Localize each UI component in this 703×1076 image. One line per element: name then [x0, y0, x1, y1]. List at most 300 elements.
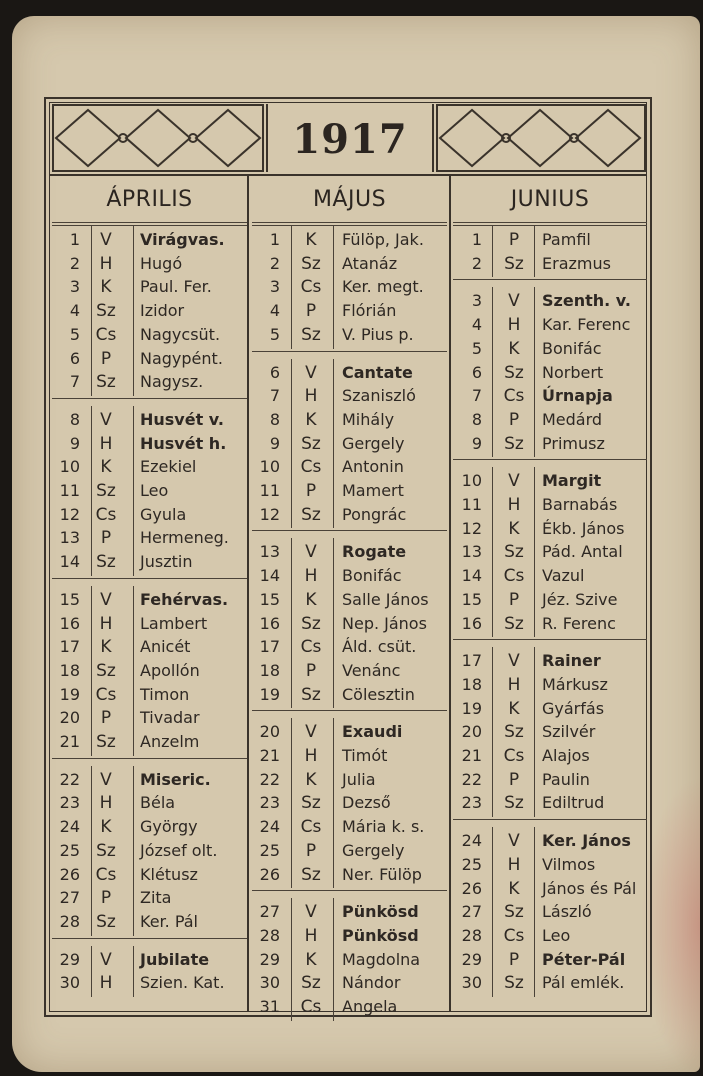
day-row	[252, 384, 447, 408]
name-day: Angela	[342, 997, 398, 1016]
day-row	[52, 659, 247, 683]
day-row	[252, 275, 447, 299]
weekday: P	[305, 481, 317, 501]
name-day: Ker. megt.	[342, 277, 424, 297]
name-day: Ner. Fülöp	[342, 864, 422, 884]
day-row	[453, 877, 647, 901]
month-title-underline	[52, 225, 247, 226]
weekday: P	[305, 301, 317, 322]
day-number: 20	[461, 722, 482, 742]
column-divider	[449, 176, 451, 1012]
name-day: Jusztin	[140, 552, 193, 572]
name-day: Flórián	[342, 301, 397, 321]
weekday: Sz	[504, 973, 524, 994]
day-row	[453, 924, 647, 948]
weekday: Sz	[504, 722, 524, 743]
name-day: Pamfil	[542, 230, 591, 249]
name-day: Timót	[342, 746, 388, 765]
month-title: ÁPRILIS	[106, 187, 193, 212]
name-day: R. Ferenc	[542, 613, 616, 633]
name-day: Nagycsüt.	[140, 324, 221, 344]
weekday: H	[99, 973, 113, 994]
day-row	[52, 815, 247, 839]
weekday: Sz	[96, 732, 116, 752]
name-day: Gergely	[342, 433, 405, 453]
day-number: 6	[269, 362, 280, 382]
name-day: Anicét	[140, 637, 191, 657]
name-day: Hugó	[140, 253, 183, 273]
left-ornament	[52, 104, 264, 172]
day-number: 31	[259, 997, 280, 1016]
weekday: H	[507, 854, 521, 875]
day-row	[252, 744, 447, 768]
name-day: Ezekiel	[140, 457, 197, 477]
name-day: Venánc	[342, 660, 401, 680]
day-row	[252, 432, 447, 456]
day-number: 15	[461, 589, 482, 609]
day-row	[252, 503, 447, 527]
day-column-line	[91, 946, 92, 997]
day-number: 22	[461, 769, 482, 789]
name-day: Timon	[140, 684, 190, 704]
weekday: K	[305, 769, 317, 790]
day-number: 14	[59, 552, 80, 572]
day-column-line	[492, 647, 493, 817]
name-day: Margit	[542, 471, 602, 491]
day-number: 5	[269, 324, 280, 344]
day-number: 22	[59, 769, 80, 789]
day-column-line	[492, 287, 493, 457]
day-column-line	[492, 827, 493, 997]
day-number: 2	[69, 253, 80, 273]
header-separator	[50, 174, 646, 176]
day-column-line	[291, 898, 292, 1021]
day-number: 27	[59, 888, 80, 908]
day-number: 25	[461, 854, 482, 874]
weekday: K	[100, 637, 112, 658]
name-day: Rogate	[342, 542, 407, 562]
name-day: Péter-Pál	[542, 949, 626, 969]
day-number: 9	[69, 433, 80, 453]
weekday: H	[304, 925, 318, 946]
day-row	[453, 493, 647, 517]
weekday: K	[305, 230, 317, 250]
name-day: Medárd	[542, 409, 603, 429]
day-row	[453, 564, 647, 588]
day-number: 27	[259, 902, 280, 922]
day-number: 30	[259, 973, 280, 993]
weekday: H	[304, 386, 318, 407]
weekday-column-line	[333, 226, 334, 349]
weekday: Sz	[301, 324, 321, 345]
name-day: Gergely	[342, 840, 405, 860]
day-number: 28	[59, 911, 80, 931]
weekday: H	[99, 253, 113, 274]
name-day: Norbert	[542, 362, 604, 382]
name-day: Exaudi	[342, 722, 403, 742]
day-row	[52, 886, 247, 910]
weekday: K	[508, 878, 520, 899]
day-row	[52, 370, 247, 394]
day-number: 25	[259, 840, 280, 860]
weekday: V	[508, 651, 520, 672]
weekday: Sz	[96, 552, 116, 573]
week-separator	[52, 938, 247, 939]
weekday-column-line	[534, 226, 535, 277]
weekday: H	[99, 613, 113, 634]
name-day: Anzelm	[140, 732, 200, 751]
day-number: 23	[59, 793, 80, 813]
weekday-column-line	[333, 538, 334, 708]
day-row	[52, 408, 247, 432]
day-number: 10	[59, 457, 80, 477]
right-ornament	[436, 104, 646, 172]
day-column-line	[91, 586, 92, 756]
day-number: 7	[269, 386, 280, 406]
name-day: Pád. Antal	[542, 542, 623, 562]
day-number: 21	[461, 746, 482, 765]
day-number: 29	[259, 949, 280, 969]
day-row	[453, 791, 647, 815]
day-number: 8	[269, 409, 280, 429]
day-number: 26	[259, 864, 280, 884]
day-row	[453, 337, 647, 361]
day-number: 5	[471, 338, 482, 358]
day-number: 19	[461, 698, 482, 718]
weekday: Sz	[301, 613, 321, 634]
column-divider	[247, 176, 249, 1012]
name-day: Ékb. János	[542, 518, 625, 538]
day-number: 10	[259, 457, 280, 477]
weekday: Cs	[503, 566, 525, 587]
weekday-column-line	[534, 287, 535, 457]
name-day: Zita	[140, 888, 172, 908]
year-divider-right	[432, 104, 434, 172]
name-day: Klétusz	[140, 864, 198, 884]
name-day: Magdolna	[342, 949, 421, 969]
month-title-underline	[453, 225, 647, 226]
weekday: V	[305, 362, 317, 383]
weekday: Sz	[301, 684, 321, 705]
weekday-column-line	[534, 827, 535, 997]
day-row	[252, 228, 447, 252]
name-day: Lambert	[140, 613, 208, 633]
day-row	[52, 612, 247, 636]
weekday: Sz	[504, 902, 524, 923]
day-number: 17	[59, 637, 80, 657]
week-separator	[453, 459, 647, 460]
day-row	[453, 289, 647, 313]
weekday: H	[507, 315, 521, 336]
day-number: 11	[461, 495, 482, 514]
day-row	[52, 455, 247, 479]
weekday: P	[100, 528, 112, 549]
weekday: P	[100, 348, 112, 369]
weekday: Sz	[504, 253, 524, 274]
day-row	[252, 408, 447, 432]
day-number: 1	[471, 230, 482, 249]
weekday: Sz	[96, 372, 116, 393]
day-row	[252, 588, 447, 612]
name-day: Áld. csüt.	[342, 637, 417, 657]
day-row	[52, 839, 247, 863]
day-row	[252, 815, 447, 839]
day-number: 29	[59, 949, 80, 969]
day-row	[52, 948, 247, 972]
day-number: 26	[461, 878, 482, 898]
day-row	[453, 900, 647, 924]
day-row	[252, 720, 447, 744]
day-row	[453, 744, 647, 768]
weekday: Cs	[300, 817, 322, 838]
weekday: P	[100, 888, 112, 909]
day-row	[52, 730, 247, 754]
weekday: Cs	[300, 457, 322, 478]
day-row	[453, 853, 647, 877]
weekday-column-line	[333, 359, 334, 529]
weekday: V	[305, 902, 317, 923]
weekday: V	[305, 542, 317, 563]
week-separator	[252, 710, 447, 711]
name-day: Béla	[140, 793, 176, 813]
weekday: Sz	[301, 864, 321, 885]
day-number: 15	[59, 589, 80, 609]
name-day: Cölesztin	[342, 684, 415, 704]
weekday: K	[100, 457, 112, 478]
weekday: V	[508, 831, 520, 852]
name-day: Pongrác	[342, 504, 407, 524]
name-day: Kar. Ferenc	[542, 315, 631, 335]
day-number: 23	[259, 793, 280, 813]
weekday: P	[508, 230, 520, 250]
week-separator	[252, 351, 447, 352]
day-number: 29	[461, 949, 482, 969]
name-day: Dezső	[342, 793, 391, 813]
day-row	[252, 540, 447, 564]
name-day: Antonin	[342, 457, 404, 477]
weekday: K	[508, 698, 520, 719]
weekday-column-line	[133, 766, 134, 936]
day-row	[252, 361, 447, 385]
name-day: Primusz	[542, 433, 605, 453]
day-column-line	[492, 226, 493, 277]
name-day: Husvét h.	[140, 433, 227, 453]
weekday-column-line	[534, 647, 535, 817]
day-number: 1	[69, 230, 80, 249]
day-row	[453, 720, 647, 744]
weekday: Cs	[95, 324, 117, 345]
weekday-column-line	[133, 226, 134, 396]
day-row	[453, 649, 647, 673]
weekday: Sz	[504, 613, 524, 634]
name-day: V. Pius p.	[342, 324, 414, 344]
day-column-line	[492, 467, 493, 637]
day-row	[52, 526, 247, 550]
weekday: Cs	[503, 746, 525, 766]
name-day: Leo	[140, 481, 169, 500]
day-number: 19	[59, 684, 80, 704]
day-number: 9	[269, 433, 280, 453]
year-title: 1917	[292, 116, 408, 163]
week-separator	[453, 279, 647, 280]
weekday-column-line	[333, 718, 334, 888]
day-row	[52, 347, 247, 371]
day-number: 18	[59, 660, 80, 680]
name-day: Úrnapja	[542, 386, 613, 406]
day-number: 20	[59, 708, 80, 728]
day-number: 24	[461, 831, 482, 851]
day-row	[453, 228, 647, 252]
week-separator	[52, 398, 247, 399]
weekday: V	[100, 949, 112, 970]
name-day: József olt.	[140, 840, 218, 860]
name-day: Rainer	[542, 651, 601, 671]
weekday: Sz	[96, 911, 116, 932]
weekday-column-line	[133, 946, 134, 997]
weekday: K	[305, 409, 317, 430]
name-day: Pünkösd	[342, 902, 419, 922]
day-number: 10	[461, 471, 482, 491]
day-number: 4	[269, 301, 280, 321]
weekday: K	[508, 518, 520, 539]
day-row	[252, 323, 447, 347]
day-number: 24	[259, 817, 280, 837]
day-number: 8	[69, 409, 80, 429]
name-day: Barnabás	[542, 495, 618, 514]
day-number: 6	[471, 362, 482, 382]
day-number: 30	[59, 973, 80, 993]
name-day: Julia	[342, 769, 376, 789]
day-row	[52, 635, 247, 659]
week-separator	[52, 758, 247, 759]
name-day: Izidor	[140, 301, 185, 321]
weekday: Cs	[300, 997, 322, 1017]
day-row	[252, 564, 447, 588]
name-day: Mamert	[342, 481, 404, 500]
day-number: 7	[69, 372, 80, 392]
weekday: P	[305, 660, 317, 681]
day-row	[252, 863, 447, 887]
week-separator	[252, 530, 447, 531]
day-number: 11	[59, 481, 80, 500]
name-day: Paul. Fer.	[140, 277, 212, 297]
day-number: 23	[461, 793, 482, 813]
name-day: Fehérvas.	[140, 589, 229, 609]
month-title-underline	[453, 222, 647, 223]
name-day: Pünkösd	[342, 925, 419, 945]
name-day: Atanáz	[342, 253, 398, 273]
weekday: V	[100, 589, 112, 610]
year-divider-left	[266, 104, 268, 172]
day-row	[52, 503, 247, 527]
weekday: H	[507, 495, 521, 515]
day-number: 14	[259, 566, 280, 586]
weekday: P	[508, 949, 520, 970]
weekday: Sz	[504, 542, 524, 563]
day-number: 1	[269, 230, 280, 249]
day-row	[453, 697, 647, 721]
weekday: Cs	[95, 504, 117, 525]
day-column-line	[91, 766, 92, 936]
day-number: 14	[461, 566, 482, 586]
name-day: Gyula	[140, 504, 187, 524]
day-column-line	[291, 226, 292, 349]
weekday: Cs	[503, 386, 525, 407]
day-row	[453, 361, 647, 385]
weekday: V	[305, 722, 317, 743]
month-title-underline	[52, 222, 247, 223]
day-row	[52, 252, 247, 276]
weekday: Sz	[504, 362, 524, 383]
weekday: V	[508, 471, 520, 492]
day-number: 27	[461, 902, 482, 922]
day-row	[52, 971, 247, 995]
weekday: P	[508, 769, 520, 790]
name-day: Cantate	[342, 362, 413, 382]
day-row	[252, 299, 447, 323]
weekday: Sz	[504, 433, 524, 454]
day-row	[52, 275, 247, 299]
day-number: 18	[259, 660, 280, 680]
week-separator	[52, 578, 247, 579]
day-column-line	[91, 226, 92, 396]
day-row	[453, 829, 647, 853]
weekday-column-line	[133, 406, 134, 576]
day-number: 13	[59, 528, 80, 548]
day-number: 12	[461, 518, 482, 538]
day-row	[252, 768, 447, 792]
name-day: Apollón	[140, 660, 200, 680]
weekday: Cs	[503, 925, 525, 946]
name-day: Mária k. s.	[342, 817, 425, 837]
day-number: 7	[471, 386, 482, 406]
day-row	[252, 995, 447, 1019]
day-row	[453, 588, 647, 612]
name-day: Ediltrud	[542, 793, 605, 813]
name-day: Nagysz.	[140, 372, 204, 392]
day-number: 13	[461, 542, 482, 562]
name-day: Bonifác	[542, 338, 602, 358]
weekday: K	[305, 589, 317, 610]
name-day: Erazmus	[542, 253, 611, 273]
name-day: János és Pál	[542, 878, 637, 898]
day-row	[453, 252, 647, 276]
weekday: V	[100, 409, 112, 430]
name-day: Virágvas.	[140, 230, 225, 249]
day-row	[252, 924, 447, 948]
day-number: 25	[59, 840, 80, 860]
day-number: 21	[259, 746, 280, 765]
day-number: 24	[59, 817, 80, 837]
day-number: 2	[269, 253, 280, 273]
day-row	[252, 252, 447, 276]
weekday-column-line	[333, 898, 334, 1021]
weekday: H	[304, 746, 318, 766]
week-separator	[453, 639, 647, 640]
weekday: Cs	[95, 864, 117, 885]
day-row	[252, 683, 447, 707]
day-number: 17	[461, 651, 482, 671]
weekday: P	[305, 840, 317, 861]
weekday: Cs	[95, 684, 117, 705]
day-row	[453, 517, 647, 541]
weekday: Sz	[301, 973, 321, 994]
day-row	[453, 540, 647, 564]
weekday: Cs	[300, 637, 322, 658]
day-number: 3	[269, 277, 280, 297]
weekday: Sz	[96, 481, 116, 501]
day-number: 20	[259, 722, 280, 742]
